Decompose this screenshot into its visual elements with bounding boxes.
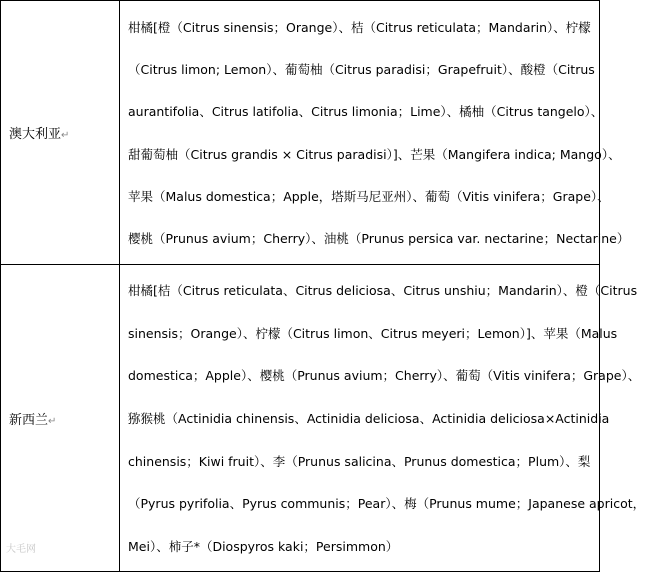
fruit-list-line: 甜葡萄柚（Citrus grandis × Citrus paradisi）]、芒果（Mangifera indica; Mango）、 bbox=[128, 146, 621, 162]
table-row bbox=[1, 265, 600, 572]
paragraph-mark-icon: ↵ bbox=[61, 130, 70, 141]
fruit-list-line: 柑橘[橙（Citrus sinensis；Orange）、桔（Citrus reticulata；Mandarin）、柠檬 bbox=[128, 20, 591, 36]
fruit-list-line: aurantifolia、Citrus latifolia、Citrus limonia；Lime）、橘柚（Citrus tangelo）、 bbox=[128, 104, 604, 120]
region-cell bbox=[1, 265, 120, 572]
fruit-list-line: chinensis；Kiwi fruit）、李（Prunus salicina、Prunus domestica；Plum）、梨 bbox=[128, 453, 591, 469]
fruit-list-line: 苹果（Malus domestica；Apple，塔斯马尼亚州）、葡萄（Vitis vinifera；Grape）、 bbox=[128, 188, 610, 204]
fruit-list-cell bbox=[120, 265, 645, 572]
fruit-list-line: 柑橘[桔（Citrus reticulata、Citrus deliciosa、Citrus unshiu；Mandarin）、橙（Citrus bbox=[128, 283, 638, 299]
fruit-list-cell bbox=[120, 1, 630, 265]
region-cell bbox=[1, 1, 120, 265]
watermark: 大毛网 bbox=[6, 544, 36, 555]
fruit-list-line: （Pyrus pyrifolia、Pyrus communis；Pear）、梅（Prunus mume；Japanese apricot， bbox=[128, 496, 645, 512]
table-row bbox=[1, 1, 600, 265]
fruit-list-line: 猕猴桃（Actinidia chinensis、Actinidia deliciosa、Actinidia deliciosa×Actinidia bbox=[128, 411, 610, 426]
fruit-list-line: （Citrus limon; Lemon）、葡萄柚（Citrus paradisi；Grapefruit）、酸橙（Citrus bbox=[128, 62, 595, 78]
fruit-list-line: domestica；Apple）、樱桃（Prunus avium；Cherry）、葡萄（Vitis vinifera；Grape）、 bbox=[128, 368, 641, 384]
region-label: 澳大利亚 bbox=[9, 127, 62, 142]
fruit-list-line: 樱桃（Prunus avium；Cherry）、油桃（Prunus persica var. nectarine；Nectarine） bbox=[128, 230, 630, 246]
fruit-list-line: sinensis；Orange）、柠檬（Citrus limon、Citrus meyeri；Lemon）]、苹果（Malus bbox=[128, 325, 618, 341]
paragraph-mark-icon: ↵ bbox=[48, 415, 57, 427]
fruit-list-line: Mei）、柿子*（Diospyros kaki；Persimmon） bbox=[128, 538, 399, 554]
region-label: 新西兰 bbox=[9, 412, 49, 428]
